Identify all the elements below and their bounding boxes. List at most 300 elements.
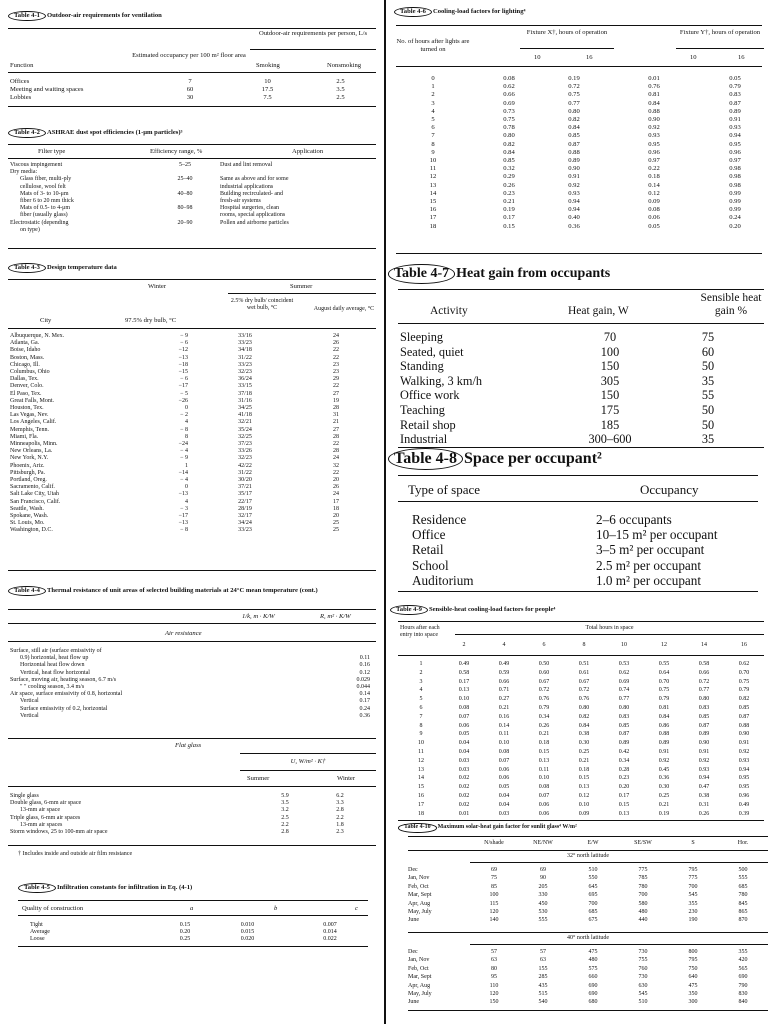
table-cell: 0.17: [359, 698, 370, 705]
table-4-4-title: Thermal resistance of unit areas of selected building materials at 24°C mean temperature (cont.): [46, 587, 318, 594]
table-cell: 3–5 m² per occupant: [596, 542, 705, 558]
table-cell: 0.84: [658, 713, 670, 720]
table-cell: 2.2: [336, 814, 344, 821]
table-cell: 0.69: [503, 99, 515, 107]
rule: [8, 609, 376, 610]
table-row: [408, 948, 768, 956]
table-cell: 31: [333, 412, 339, 419]
table-cell: 25: [333, 520, 339, 527]
header-row: [398, 642, 764, 649]
table-cell: 0.15: [179, 922, 191, 928]
table-cell: 12: [429, 173, 437, 181]
table-cell: 0.70: [738, 669, 750, 676]
column-header: NE/NW: [533, 840, 553, 846]
table-cell: 0.15: [538, 748, 550, 755]
table-row: [10, 815, 370, 822]
table-cell: 7: [188, 78, 192, 85]
table-cell: 0.50: [538, 661, 550, 667]
table-cell: 870: [738, 917, 748, 924]
table-cell: Seattle, Wash.: [10, 505, 44, 512]
table-cell: 0.51: [578, 661, 590, 667]
table-cell: rooms, special applications: [220, 212, 286, 219]
table-cell: Average: [30, 929, 50, 936]
table-cell: 0.89: [698, 731, 710, 738]
column-header: 10: [621, 642, 627, 648]
table-cell: 0.26: [538, 722, 550, 729]
table-cell: Jan, Nov: [408, 875, 430, 882]
table-cell: 475: [588, 949, 598, 955]
table-cell: 0.85: [568, 132, 580, 140]
table-row: [400, 418, 766, 433]
table-cell: 34/24: [238, 520, 252, 527]
table-cell: 0.12: [359, 669, 370, 676]
table-cell: − 4: [180, 477, 188, 484]
table-cell: 630: [638, 982, 648, 989]
table-cell: 0.15: [618, 801, 630, 808]
table-cell: 41/18: [238, 412, 252, 419]
table-cell: 760: [638, 965, 648, 972]
table-4-6: [396, 75, 762, 231]
table-cell: Office: [412, 527, 446, 543]
table-4-4-footnote: † Includes inside and outside air film resistance: [18, 851, 133, 857]
table-cell: Miami, Fla.: [10, 433, 39, 440]
table-4-8-label: Table 4-8: [388, 448, 463, 470]
table-cell: 330: [538, 892, 548, 899]
table-row: [10, 793, 370, 800]
table-cell: 0.53: [618, 661, 630, 667]
table-cell: 150: [600, 388, 620, 403]
table-cell: 0: [431, 75, 435, 82]
table-cell: Surface, moving air, heating season, 6.7 m/s: [10, 676, 117, 683]
table-row: [10, 662, 370, 669]
table-cell: 5: [419, 696, 423, 703]
table-cell: Mats of 0.5- to 4-μm: [20, 205, 71, 212]
table-cell: 800: [688, 949, 698, 955]
table-cell: 0.25: [578, 748, 590, 755]
table-cell: 675: [588, 917, 598, 924]
table-cell: 0.93: [568, 189, 580, 197]
table-cell: 26: [333, 340, 339, 347]
table-4-10-lat40-table: [408, 948, 768, 1007]
rule: [8, 570, 376, 571]
table-cell: 0.99: [729, 198, 741, 206]
table-cell: 10: [264, 78, 271, 85]
table-cell: 0.91: [738, 740, 750, 747]
table-row: [408, 908, 768, 916]
table-cell: Phoenix, Ariz.: [10, 462, 45, 469]
table-row: [398, 713, 764, 722]
table-cell: Mar, Sept: [408, 974, 432, 981]
table-cell: 0.81: [648, 91, 660, 99]
table-cell: 0.76: [538, 696, 550, 703]
table-cell: 685: [738, 883, 748, 890]
table-cell: 0.32: [503, 165, 515, 173]
table-cell: 0.69: [618, 678, 630, 685]
table-cell: 0.23: [503, 189, 515, 197]
table-cell: 5–25: [179, 162, 191, 168]
table-cell: 0.73: [503, 107, 515, 115]
table-4-4-glass-section: Flat glass: [175, 742, 202, 749]
table-cell: 500: [738, 867, 748, 873]
table-row: [10, 706, 370, 713]
table-4-8-caption: [388, 448, 768, 470]
table-cell: 0.80: [503, 132, 515, 140]
table-cell: 440: [638, 917, 648, 924]
table-cell: − 8: [180, 426, 188, 433]
table-cell: 420: [738, 957, 748, 964]
table-row: [396, 91, 762, 99]
table-cell: 0.30: [578, 740, 590, 747]
table-cell: 0.82: [568, 116, 580, 124]
table-4-4-winter-header: Winter: [337, 775, 356, 782]
table-row: [10, 383, 370, 390]
table-cell: 80–98: [177, 205, 193, 212]
table-4-7-heat-header: Heat gain, W: [568, 305, 629, 317]
table-cell: 22/17: [238, 498, 252, 505]
table-cell: 0.92: [658, 757, 670, 764]
table-4-9-col-headers: [398, 642, 764, 649]
table-4-9-title: Sensible-heat cooling-load factors for people⁴: [428, 606, 556, 613]
table-cell: 0.93: [738, 757, 750, 764]
table-row: [396, 141, 762, 149]
table-cell: 4: [419, 687, 423, 694]
table-4-8: [412, 512, 762, 588]
table-cell: 0.07: [498, 757, 510, 764]
rule: [240, 770, 376, 771]
table-4-4-air-section: Air resistance: [165, 630, 202, 637]
table-cell: 830: [738, 991, 748, 998]
table-cell: 0.19: [503, 206, 515, 214]
table-cell: 0.89: [729, 107, 741, 115]
rule: [398, 501, 758, 502]
table-cell: Vertical, heat flow horizontal: [20, 669, 90, 676]
table-cell: Boise, Idaho: [10, 347, 41, 354]
table-cell: 3.5: [336, 86, 345, 94]
table-cell: 0.89: [618, 740, 630, 747]
table-row: [400, 403, 766, 418]
table-cell: −24: [178, 441, 188, 448]
table-cell: 0.09: [578, 810, 590, 817]
table-cell: 9: [419, 731, 423, 738]
table-4-2-app-header: Application: [292, 148, 324, 155]
table-row: [10, 434, 370, 441]
table-cell: Spokane, Wash.: [10, 513, 49, 520]
table-cell: 0.87: [698, 722, 710, 729]
table-cell: 150: [600, 359, 620, 374]
table-4-4-1k-header: 1/k, m · K/W: [242, 613, 275, 620]
table-cell: 16: [418, 792, 424, 799]
table-cell: 0.99: [729, 206, 741, 214]
table-4-8-occ-header: Occupancy: [640, 482, 699, 497]
table-4-6-title: Cooling-load factors for lighting⁴: [432, 8, 526, 15]
table-cell: 0.64: [658, 669, 670, 676]
table-cell: 2.8: [336, 807, 344, 814]
table-cell: 3.2: [281, 807, 289, 814]
table-cell: Triple glass, 6-mm air spaces: [10, 814, 81, 821]
table-row: [10, 412, 370, 419]
table-cell: 42/22: [238, 462, 252, 469]
table-row: [408, 982, 768, 990]
table-cell: 0.87: [738, 713, 750, 720]
table-4-6-fy-16: 16: [738, 54, 745, 61]
table-cell: − 6: [180, 376, 188, 383]
table-cell: 32/23: [238, 455, 252, 462]
table-cell: 0.82: [503, 140, 515, 148]
table-row: [396, 173, 762, 181]
table-cell: 0.89: [568, 157, 580, 165]
table-row: [10, 369, 370, 376]
table-cell: 580: [638, 900, 648, 907]
table-cell: Dec: [408, 867, 418, 873]
table-row: [400, 345, 766, 360]
table-cell: 2.2: [281, 821, 289, 828]
table-cell: −18: [178, 361, 188, 368]
table-cell: Tight: [30, 922, 43, 928]
table-cell: 50: [701, 402, 715, 417]
table-cell: Atlanta, Ga.: [10, 340, 40, 347]
table-cell: 0.27: [498, 696, 510, 703]
table-cell: 680: [588, 999, 598, 1006]
table-4-4-label: Table 4-4: [8, 586, 46, 596]
table-cell: 0.84: [503, 148, 515, 156]
table-cell: 0.13: [618, 810, 630, 817]
table-cell: 8: [431, 140, 435, 148]
table-row: [412, 542, 762, 557]
table-4-3-label: Table 4-3: [8, 263, 46, 273]
table-row: [412, 527, 762, 542]
table-cell: 0.75: [568, 91, 580, 99]
column-header: Hor.: [737, 840, 749, 846]
rule: [8, 158, 376, 159]
table-cell: 0.45: [658, 766, 670, 773]
table-cell: − 9: [180, 333, 188, 339]
table-cell: Storm windows, 25 to 100-mm air space: [10, 829, 108, 836]
table-cell: fresh-air systems: [220, 198, 261, 205]
table-cell: 0.14: [648, 181, 660, 189]
table-cell: 33/16: [238, 333, 252, 339]
table-4-4-r-header: R, m² · K/W: [320, 613, 351, 620]
rule: [408, 1010, 768, 1011]
table-cell: 0.62: [503, 83, 515, 91]
table-cell: − 8: [180, 527, 188, 534]
table-4-6-label: Table 4-6: [394, 7, 432, 17]
table-cell: 28: [333, 405, 339, 412]
table-row: [10, 455, 370, 462]
table-cell: − 3: [180, 505, 188, 512]
table-cell: 0.044: [356, 684, 370, 691]
table-cell: 0.28: [618, 766, 630, 773]
table-cell: 0.94: [568, 206, 580, 214]
table-cell: 0.23: [618, 775, 630, 782]
table-cell: 150: [489, 999, 499, 1006]
table-cell: 690: [588, 991, 598, 998]
table-cell: 0.20: [179, 929, 191, 936]
table-cell: 0.36: [568, 222, 580, 230]
table-cell: 545: [638, 991, 648, 998]
table-4-5-label: Table 4-5: [18, 883, 56, 893]
table-row: [10, 527, 370, 534]
table-cell: 13-mm air spaces: [20, 821, 63, 828]
table-cell: 0.88: [568, 148, 580, 156]
table-cell: 4: [185, 498, 188, 505]
table-cell: 80: [491, 965, 497, 972]
rule: [398, 323, 764, 324]
table-cell: Teaching: [400, 402, 445, 417]
rule: [398, 820, 764, 821]
table-cell: 0.16: [359, 662, 370, 669]
table-cell: 0.94: [568, 198, 580, 206]
table-4-4-caption: [8, 586, 380, 596]
table-cell: 0.26: [503, 181, 515, 189]
table-4-3-title: Design temperature data: [46, 264, 117, 271]
rule: [8, 623, 376, 624]
table-cell: 0.58: [458, 669, 470, 676]
table-cell: 17.5: [261, 86, 274, 94]
table-cell: 0.66: [503, 91, 515, 99]
table-row: [398, 748, 764, 757]
table-4-4-glass: [10, 793, 370, 836]
table-cell: 0.01: [458, 810, 470, 817]
table-cell: 0.97: [729, 157, 741, 165]
table-cell: 18: [429, 222, 437, 230]
table-4-4-air: [10, 648, 370, 720]
table-cell: 545: [688, 892, 698, 899]
table-row: [10, 227, 376, 234]
table-cell: 0.16: [498, 713, 510, 720]
table-row: [10, 191, 376, 198]
table-cell: 115: [489, 900, 499, 907]
table-cell: 1: [185, 462, 188, 469]
table-row: [396, 124, 762, 132]
table-cell: 0.94: [729, 132, 741, 140]
table-cell: 12: [418, 757, 424, 764]
table-row: [10, 822, 370, 829]
header-row: [408, 840, 768, 847]
table-row: [10, 78, 376, 86]
table-cell: 0.07: [538, 792, 550, 799]
table-cell: 4: [185, 419, 188, 426]
table-4-8-type-header: Type of space: [408, 482, 481, 497]
table-row: [10, 184, 376, 191]
table-cell: 0.62: [618, 669, 630, 676]
table-cell: 0.90: [738, 731, 750, 738]
table-cell: 0.85: [618, 722, 630, 729]
table-cell: 0.49: [458, 661, 470, 667]
table-cell: 0.72: [698, 678, 710, 685]
table-cell: 0.49: [738, 801, 750, 808]
table-cell: 0.20: [729, 222, 741, 230]
table-row: [10, 477, 370, 484]
table-cell: 32/25: [238, 433, 252, 440]
table-cell: Dec: [408, 949, 418, 955]
table-4-3-coincident-header: 2.5% dry bulb/ coincident wet bulb, °C: [230, 298, 294, 312]
table-cell: 435: [538, 982, 548, 989]
table-row: [10, 362, 370, 369]
table-cell: 57: [540, 949, 546, 955]
table-cell: 0.02: [458, 792, 470, 799]
table-cell: 0.34: [538, 713, 550, 720]
table-cell: 0.17: [458, 678, 470, 685]
table-cell: 190: [688, 917, 698, 924]
table-row: [10, 670, 370, 677]
table-row: [398, 730, 764, 739]
table-cell: 26: [333, 484, 339, 491]
table-cell: 0.21: [538, 731, 550, 738]
table-cell: 0.029: [356, 676, 370, 683]
table-cell: 700: [638, 892, 648, 899]
table-4-7-activity-header: Activity: [430, 305, 468, 317]
table-row: [10, 376, 370, 383]
table-cell: 30: [186, 94, 194, 102]
rule: [8, 279, 376, 280]
table-cell: 355: [688, 900, 698, 907]
table-4-1-occupancy-header: Estimated occupancy per 100 m² floor area: [132, 52, 246, 59]
table-cell: 0.12: [578, 792, 590, 799]
table-cell: 0.66: [698, 669, 710, 676]
table-cell: 34/18: [238, 347, 252, 354]
table-row: [396, 157, 762, 165]
table-cell: 0.91: [568, 173, 580, 181]
table-cell: Standing: [400, 359, 444, 374]
table-cell: 1.0 m² per occupant: [596, 572, 702, 588]
rule: [470, 862, 768, 863]
table-cell: 775: [688, 875, 698, 882]
table-cell: 36/24: [238, 376, 252, 383]
table-cell: 0.17: [618, 792, 630, 799]
table-cell: 11: [418, 748, 424, 755]
table-cell: 0.78: [503, 124, 515, 132]
table-row: [10, 470, 370, 477]
table-cell: 2.5 m² per occupant: [596, 557, 702, 573]
rule: [8, 72, 376, 73]
column-header: 14: [701, 642, 707, 648]
table-cell: 845: [738, 900, 748, 907]
rule: [8, 328, 376, 329]
table-cell: [150, 169, 220, 176]
table-cell: 0.70: [658, 678, 670, 685]
table-row: [10, 355, 370, 362]
table-cell: −26: [178, 397, 188, 404]
table-4-7-sensible-header: Sensible heat gain %: [700, 292, 762, 317]
table-4-6-hours-header: No. of hours after lights are turned on: [396, 38, 470, 54]
table-cell: 2: [431, 91, 435, 99]
table-cell: 0.03: [498, 810, 510, 817]
table-cell: 0.49: [498, 661, 510, 667]
table-4-7: [400, 330, 766, 447]
table-cell: 22: [333, 441, 339, 448]
table-cell: 0.26: [698, 810, 710, 817]
rule: [18, 900, 368, 901]
table-cell: 0.88: [648, 107, 660, 115]
table-cell: May, July: [408, 991, 432, 998]
table-cell: Offices: [10, 78, 30, 85]
table-cell: 32: [333, 462, 339, 469]
table-cell: 0.04: [458, 748, 470, 755]
table-4-5: [30, 922, 370, 944]
table-cell: 40–80: [177, 190, 193, 197]
table-cell: 0.20: [618, 784, 630, 791]
table-cell: Same as above and for some: [220, 176, 289, 183]
table-cell: 10–15 m² per occupant: [596, 527, 718, 543]
table-row: [10, 463, 370, 470]
table-4-9: [398, 660, 764, 818]
table-cell: 2–6 occupants: [596, 512, 672, 527]
table-4-1-function-header: Function: [10, 62, 34, 69]
table-cell: 530: [538, 909, 548, 916]
column-header: 2: [462, 642, 466, 648]
table-cell: Industrial: [400, 432, 448, 447]
table-cell: 780: [738, 892, 748, 899]
